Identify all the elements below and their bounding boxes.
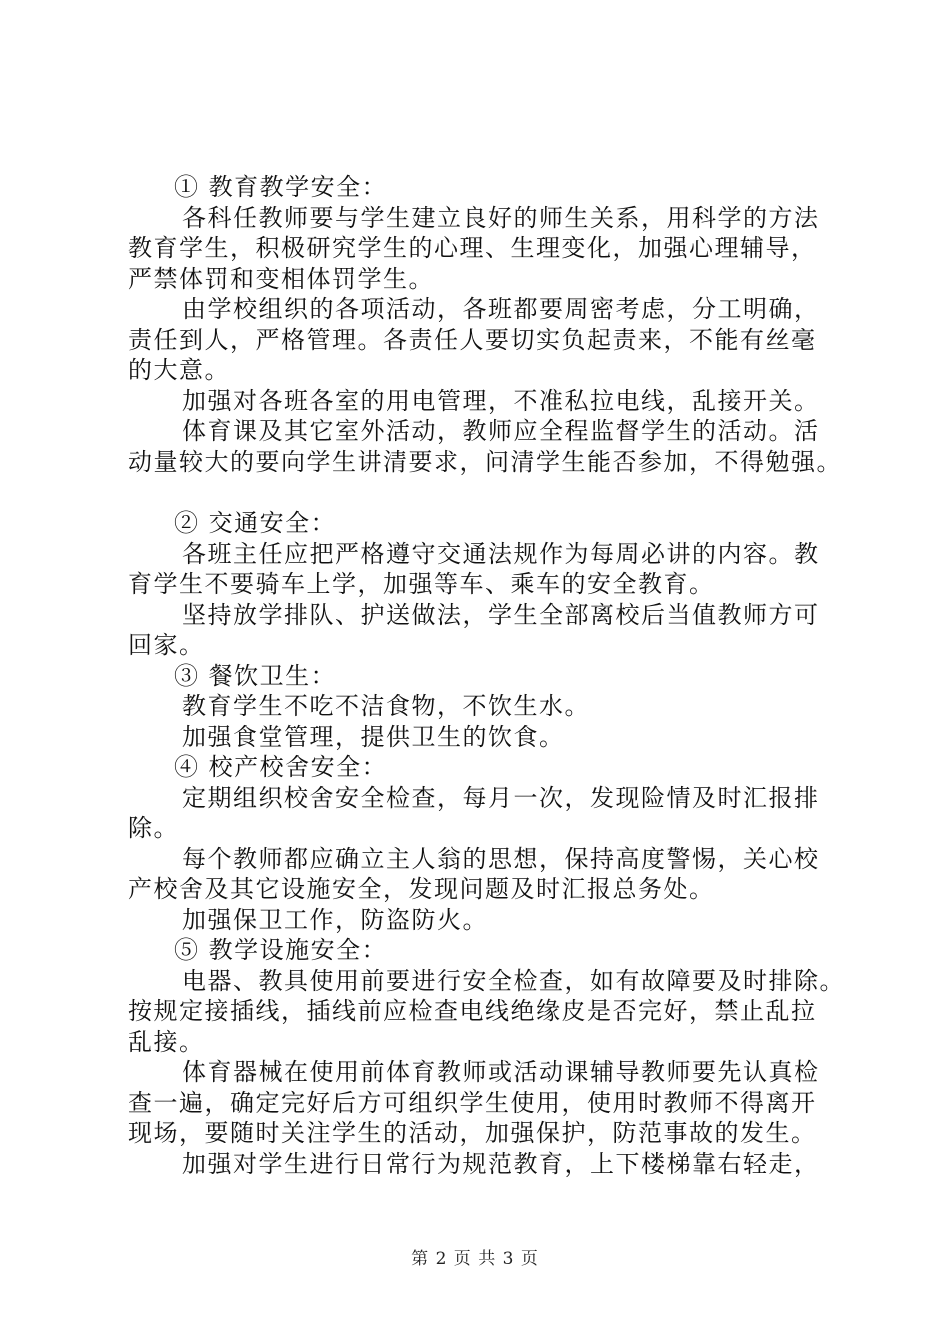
paragraph-line: 回家。 [128, 631, 205, 659]
paragraph-line: 体育课及其它室外活动，教师应全程监督学生的活动。活 [182, 417, 820, 445]
paragraph-line: 除。 [128, 814, 179, 842]
page-footer: 第 2 页 共 3 页 [411, 1249, 539, 1269]
section-spacer [128, 477, 848, 508]
section-heading: ⑤ 教学设施安全： [174, 936, 388, 964]
paragraph-line: 按规定接插线，插线前应检查电线绝缘皮是否完好，禁止乱拉 [128, 997, 817, 1025]
paragraph-line: 的大意。 [128, 356, 230, 384]
paragraph-line: 体育器械在使用前体育教师或活动课辅导教师要先认真检 [182, 1058, 820, 1086]
paragraph-line: 加强对学生进行日常行为规范教育，上下楼梯靠右轻走， [182, 1149, 820, 1178]
paragraph-line: 育学生不要骑车上学，加强等车、乘车的安全教育。 [128, 570, 715, 598]
paragraph-line: 教育学生不吃不洁食物，不饮生水。 [182, 692, 590, 720]
paragraph-line: 加强保卫工作，防盗防火。 [182, 905, 488, 934]
section-heading: ④ 校产校舍安全： [174, 753, 388, 781]
section-heading: ③ 餐饮卫生： [174, 661, 337, 690]
paragraph-line: 责任到人，严格管理。各责任人要切实负起责来，不能有丝毫 [128, 325, 817, 354]
paragraph-line: 产校舍及其它设施安全，发现问题及时汇报总务处。 [128, 875, 715, 903]
paragraph-line: 电器、教具使用前要进行安全检查，如有故障要及时排除。 [182, 966, 845, 995]
paragraph-line: 乱接。 [128, 1027, 205, 1056]
paragraph-line: 各科任教师要与学生建立良好的师生关系，用科学的方法 [182, 203, 820, 232]
paragraph-line: 查一遍，确定完好后方可组织学生使用，使用时教师不得离开 [128, 1088, 817, 1117]
section-heading: ② 交通安全： [174, 509, 337, 537]
paragraph-line: 定期组织校舍安全检查，每月一次，发现险情及时汇报排 [182, 783, 820, 812]
document-body [128, 172, 848, 1179]
paragraph-line: 每个教师都应确立主人翁的思想，保持高度警惕，关心校 [182, 844, 820, 873]
paragraph-line: 严禁体罚和变相体罚学生。 [128, 264, 434, 293]
paragraph-line: 坚持放学排队、护送做法，学生全部离校后当值教师方可 [182, 600, 820, 629]
paragraph-line: 加强食堂管理，提供卫生的饮食。 [182, 722, 565, 751]
paragraph-line: 现场，要随时关注学生的活动，加强保护，防范事故的发生。 [128, 1119, 817, 1147]
paragraph-line: 加强对各班各室的用电管理，不准私拉电线，乱接开关。 [182, 386, 820, 415]
paragraph-line: 教育学生，积极研究学生的心理、生理变化，加强心理辅导， [128, 234, 817, 262]
paragraph-line: 动量较大的要向学生讲清要求，问清学生能否参加，不得勉强。 [128, 447, 842, 476]
paragraph-line: 各班主任应把严格遵守交通法规作为每周必讲的内容。教 [182, 539, 820, 568]
section-heading: ① 教育教学安全： [174, 173, 388, 201]
paragraph-line: 由学校组织的各项活动，各班都要周密考虑，分工明确， [182, 295, 820, 323]
